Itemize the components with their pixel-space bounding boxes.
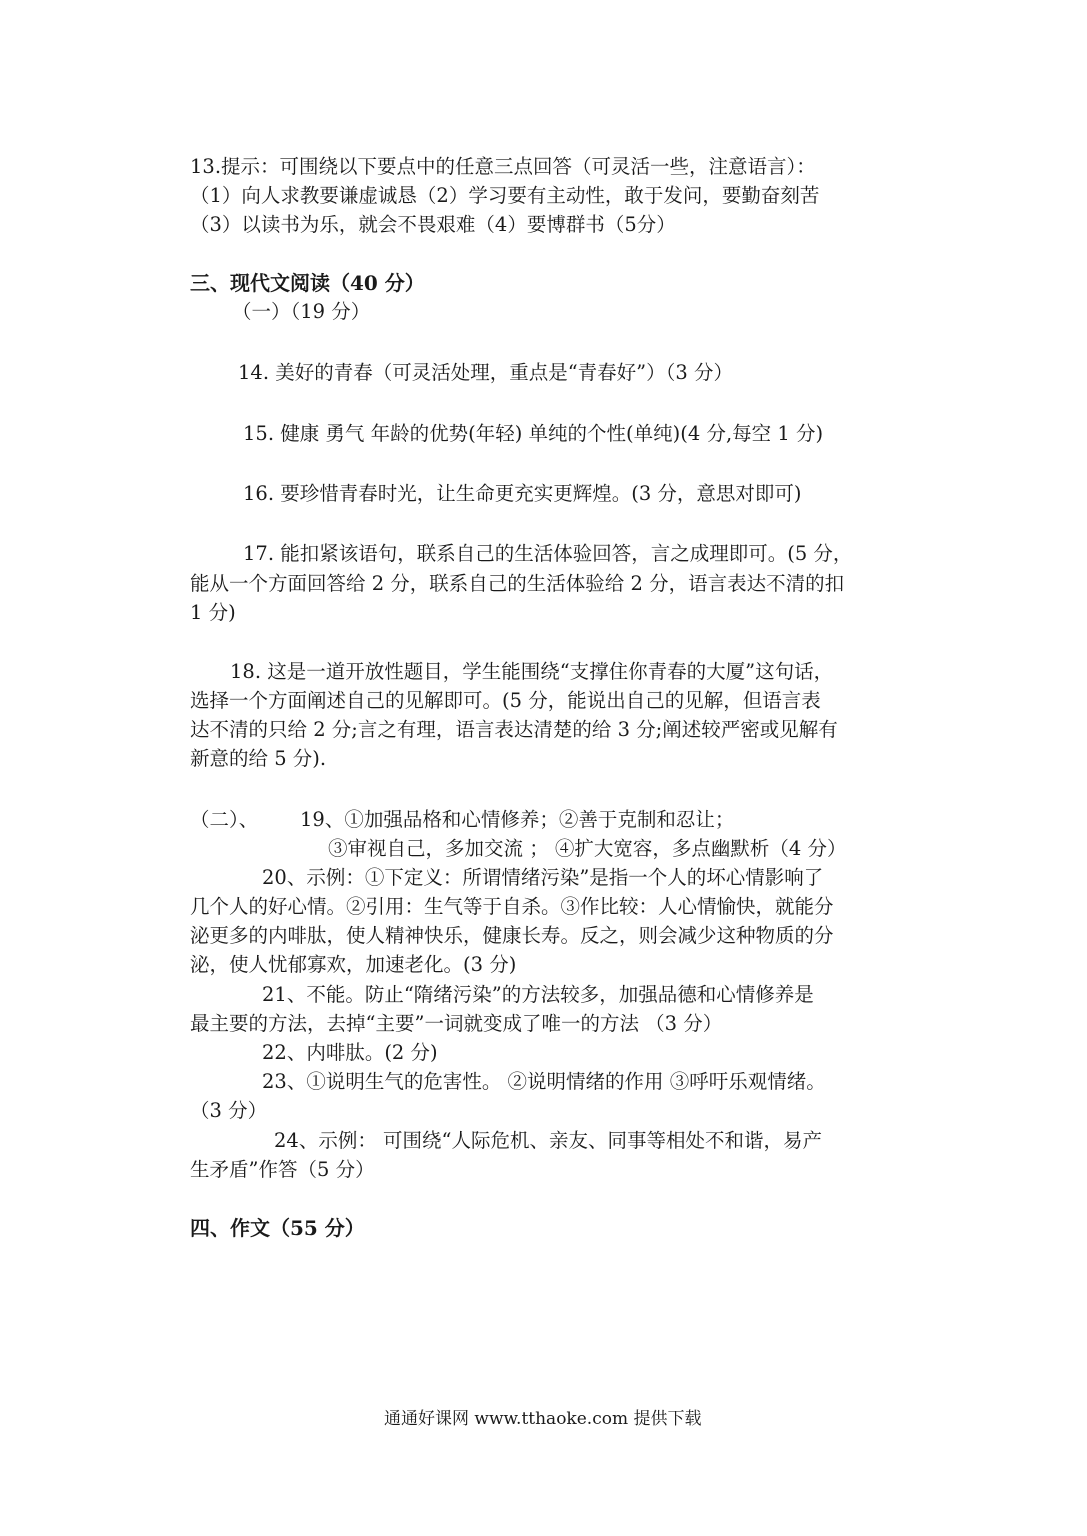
q14-answer: 14. 美好的青春（可灵活处理，重点是“青春好”）（3 分）	[238, 361, 734, 384]
q20-line-1: 20、示例：①下定义：所谓情绪污染”是指一个人的坏心情影响了	[262, 866, 824, 889]
q17-line-3: 1 分)	[190, 601, 236, 624]
q17-line-1: 17. 能扣紧该语句，联系自己的生活体验回答，言之成理即可。(5 分，	[243, 542, 853, 565]
part1-title: （一）（19 分）	[232, 300, 371, 323]
q24-line-2: 生矛盾”作答（5 分）	[190, 1158, 375, 1181]
q20-line-4: 泌，使人忧郁寡欢，加速老化。(3 分)	[190, 953, 517, 976]
q24-line-1: 24、示例： 可围绕“人际危机、亲友、同事等相处不和谐，易产	[274, 1129, 822, 1152]
q18-line-3: 达不清的只给 2 分;言之有理，语言表达清楚的给 3 分;阐述较严密或见解有	[190, 718, 838, 741]
q17-line-2: 能从一个方面回答给 2 分，联系自己的生活体验给 2 分，语言表达不清的扣	[190, 572, 845, 595]
q20-line-2: 几个人的好心情。②引用：生气等于自杀。③作比较：人心情愉快，就能分	[190, 895, 834, 918]
section4-title: 四、作文（55 分）	[190, 1216, 365, 1240]
q18-line-1: 18. 这是一道开放性题目，学生能围绕“支撑住你青春的大厦”这句话，	[230, 660, 834, 683]
footer-text: 通通好课网 www.tthaoke.com 提供下载	[384, 1409, 702, 1429]
q23-line-2: （3 分）	[190, 1099, 268, 1122]
q16-answer: 16. 要珍惜青春时光，让生命更充实更辉煌。(3 分，意思对即可)	[243, 482, 802, 505]
q13-line-2: （1）向人求教要谦虚诚恳（2）学习要有主动性，敢于发问，要勤奋刻苦	[190, 184, 820, 207]
q20-line-3: 泌更多的内啡肽，使人精神快乐，健康长寿。反之，则会减少这种物质的分	[190, 924, 834, 947]
q22-answer: 22、内啡肽。(2 分)	[262, 1041, 438, 1064]
q13-line-3: （3）以读书为乐，就会不畏艰难（4）要博群书（5分）	[190, 213, 676, 236]
q13-line-1: 13.提示：可围绕以下要点中的任意三点回答（可灵活一些，注意语言）：	[190, 155, 816, 178]
q15-answer: 15. 健康 勇气 年龄的优势(年轻) 单纯的个性(单纯)(4 分,每空 1 分)	[243, 422, 824, 445]
q19-line-2: ③审视自己，多加交流 ； ④扩大宽容，多点幽默析（4 分）	[328, 837, 847, 860]
q21-line-1: 21、不能。防止“隋绪污染”的方法较多，加强品德和心情修养是	[262, 983, 814, 1006]
q23-line-1: 23、①说明生气的危害性。 ②说明情绪的作用 ③呼吁乐观情绪。	[262, 1070, 826, 1093]
q18-line-4: 新意的给 5 分).	[190, 747, 327, 770]
q21-line-2: 最主要的方法，去掉“主要”一词就变成了唯一的方法 （3 分）	[190, 1012, 723, 1035]
q18-line-2: 选择一个方面阐述自己的见解即可。(5 分，能说出自己的见解，但语言表	[190, 689, 821, 712]
q19-line-1: 19、①加强品格和心情修养；②善于克制和忍让；	[300, 808, 735, 831]
part2-title: （二）、	[190, 808, 259, 831]
section3-title: 三、现代文阅读（40 分）	[190, 271, 425, 295]
